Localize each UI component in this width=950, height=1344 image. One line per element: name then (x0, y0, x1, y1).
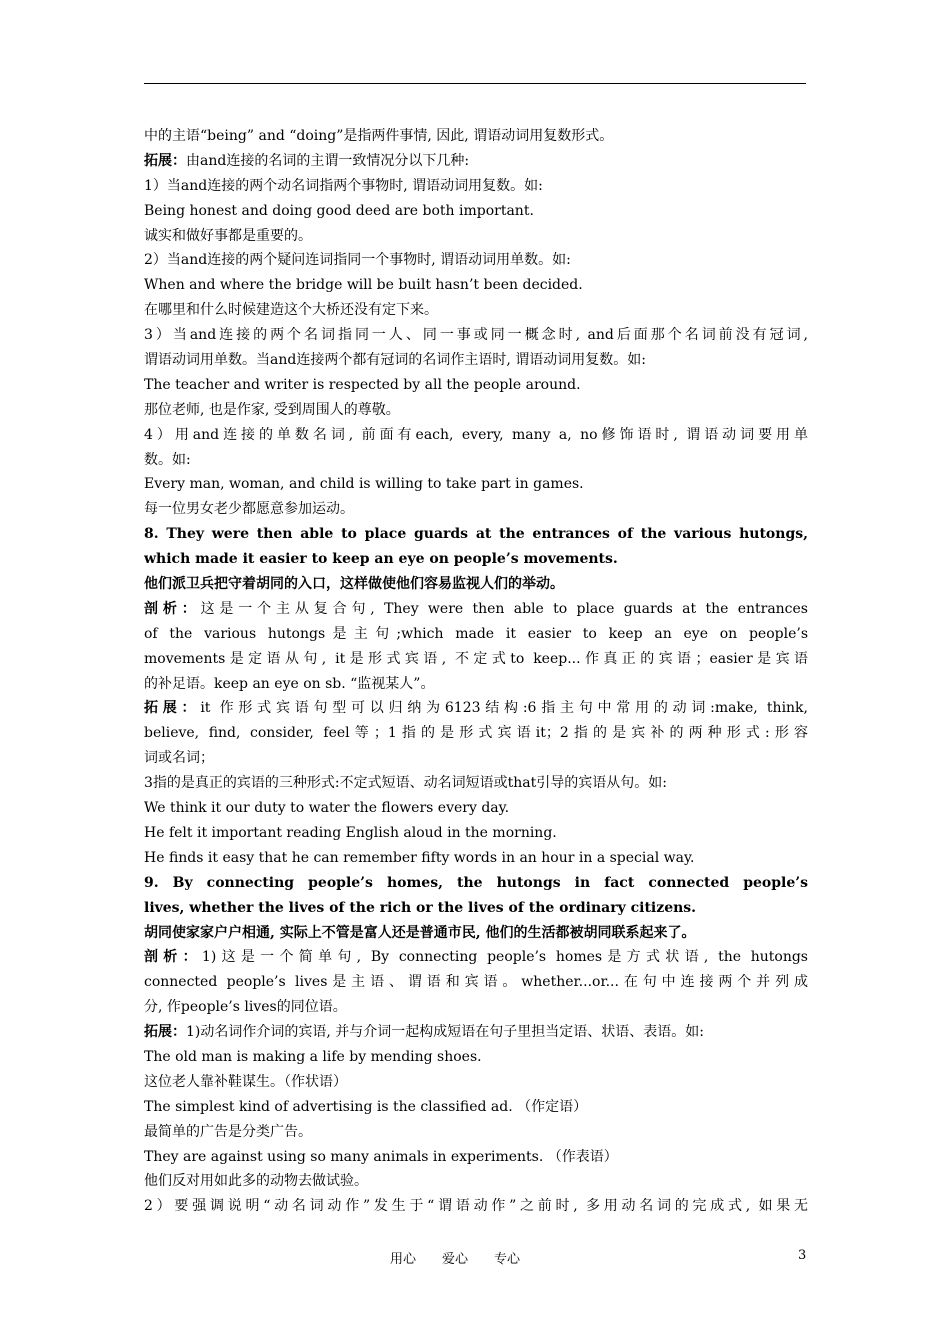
text-line: 词或名词； (144, 750, 214, 767)
text-line: When and where the bridge will be built hasn’t been decided. (144, 277, 583, 294)
text-line: 那位老师, 也是作家, 受到周围人的尊敬。 (144, 401, 400, 418)
text-line: 他们反对用如此多的动物去做试验。 (144, 1173, 368, 1190)
text-line: 2）当and连接的两个疑问连词指同一个事物时, 谓语动词用单数。如: (144, 252, 571, 269)
line-text: 1)这是一个简单句, By connecting people’s homes是方式状语, the hutongs (201, 949, 808, 966)
text-line: 4）用and连接的单数名词, 前面有each, every, many a, no修饰语时, 谓语动词要用单 (144, 426, 808, 443)
text-line: 数。如: (144, 451, 191, 468)
text-line: They are against using so many animals in experiments. （作表语） (144, 1148, 618, 1165)
text-line: lives, whether the lives of the rich or the lives of the ordinary citizens. (144, 899, 697, 916)
text-line: 分, 作people’s lives的同位语。 (144, 999, 347, 1016)
section-label: 拓展： (144, 700, 201, 717)
line-text: 这是一个主从复合句, They were then able to place guards at the entrances (200, 600, 808, 617)
text-line: 8. They were then able to place guards at the entrances of the various hutongs, (144, 526, 808, 543)
text-line: 9. By connecting people’s homes, the hutongs in fact connected people’s (144, 874, 808, 891)
text-line: 这位老人靠补鞋谋生。（作状语） (144, 1073, 347, 1090)
text-line: 3指的是真正的宾语的三种形式:不定式短语、动名词短语或that引导的宾语从句。如: (144, 775, 667, 792)
document-body (144, 124, 808, 1219)
text-line: We think it our duty to water the flowers every day. (144, 800, 510, 817)
text-line: 胡同使家家户户相通, 实际上不管是富人还是普通市民, 他们的生活都被胡同联系起来了。 (144, 924, 696, 941)
section-label: 拓展： (144, 152, 186, 169)
text-line: 诚实和做好事都是重要的。 (144, 227, 312, 244)
text-line (144, 945, 808, 970)
line-text: 1)动名词作介词的宾语, 并与介词一起构成短语在句子里担当定语、状语、表语。如: (186, 1024, 704, 1041)
text-line: 的补足语。keep an eye on sb. “监视某人”。 (144, 675, 435, 692)
text-line (144, 696, 808, 721)
text-line (144, 1020, 808, 1045)
footer-motto (390, 1248, 546, 1267)
text-line: Being honest and doing good deed are both important. (144, 202, 534, 219)
header-rule (144, 83, 806, 84)
text-line: The simplest kind of advertising is the classified ad. （作定语） (144, 1098, 588, 1115)
text-line: He felt it important reading English aloud in the morning. (144, 824, 557, 841)
text-line: of the various hutongs是主句;which made it easier to keep an eye on people’s (144, 625, 808, 642)
section-label: 剖析： (144, 949, 202, 966)
section-label: 剖析： (144, 600, 201, 617)
page-number: 3 (798, 1248, 807, 1263)
text-line: 在哪里和什么时候建造这个大桥还没有定下来。 (144, 302, 438, 319)
text-line: The old man is making a life by mending shoes. (144, 1048, 482, 1065)
text-line: believe, find, consider, feel等；1指的是形式宾语it；2指的是宾补的两种形式:形容 (144, 725, 808, 742)
text-line: connected people’s lives是主语、谓语和宾语。whether...or...在句中连接两个并列成 (144, 974, 808, 991)
text-line: 最简单的广告是分类广告。 (144, 1123, 312, 1140)
text-line: Every man, woman, and child is willing to take part in games. (144, 476, 584, 493)
footer-motto-item: 专心 (494, 1252, 521, 1267)
footer-motto-item: 爱心 (442, 1252, 469, 1267)
line-text: 由and连接的名词的主谓一致情况分以下几种: (186, 152, 470, 169)
text-line: He finds it easy that he can remember fifty words in an hour in a special way. (144, 849, 695, 866)
text-line (144, 149, 808, 174)
text-line: 中的主语“being” and “doing”是指两件事情, 因此, 谓语动词用复数形式。 (144, 128, 614, 144)
text-line: 2）要强调说明“动名词动作”发生于“谓语动作”之前时, 多用动名词的完成式, 如果无 (144, 1198, 808, 1215)
section-label: 拓展： (144, 1024, 186, 1041)
text-line: 3）当and连接的两个名词指同一人、同一事或同一概念时, and后面那个名词前没有冠词, (144, 327, 808, 344)
page-footer (0, 1248, 950, 1268)
text-line: 每一位男女老少都愿意参加运动。 (144, 501, 354, 518)
text-line: 他们派卫兵把守着胡同的入口，这样做使他们容易监视人们的举动。 (144, 576, 564, 593)
text-line: 1）当and连接的两个动名词指两个事物时, 谓语动词用复数。如: (144, 177, 543, 194)
footer-motto-item: 用心 (390, 1252, 417, 1267)
text-line (144, 597, 808, 622)
text-line: 谓语动词用单数。当and连接两个都有冠词的名词作主语时, 谓语动词用复数。如: (144, 352, 646, 369)
line-text: it 作形式宾语句型可以归纳为6123结构:6指主句中常用的动词:make, think, (200, 700, 808, 717)
text-line: The teacher and writer is respected by all the people around. (144, 376, 581, 393)
text-line: movements是定语从句, it是形式宾语, 不定式to keep...作真正的宾语；easier是宾语 (144, 650, 808, 667)
text-line: which made it easier to keep an eye on people’s movements. (144, 551, 618, 568)
